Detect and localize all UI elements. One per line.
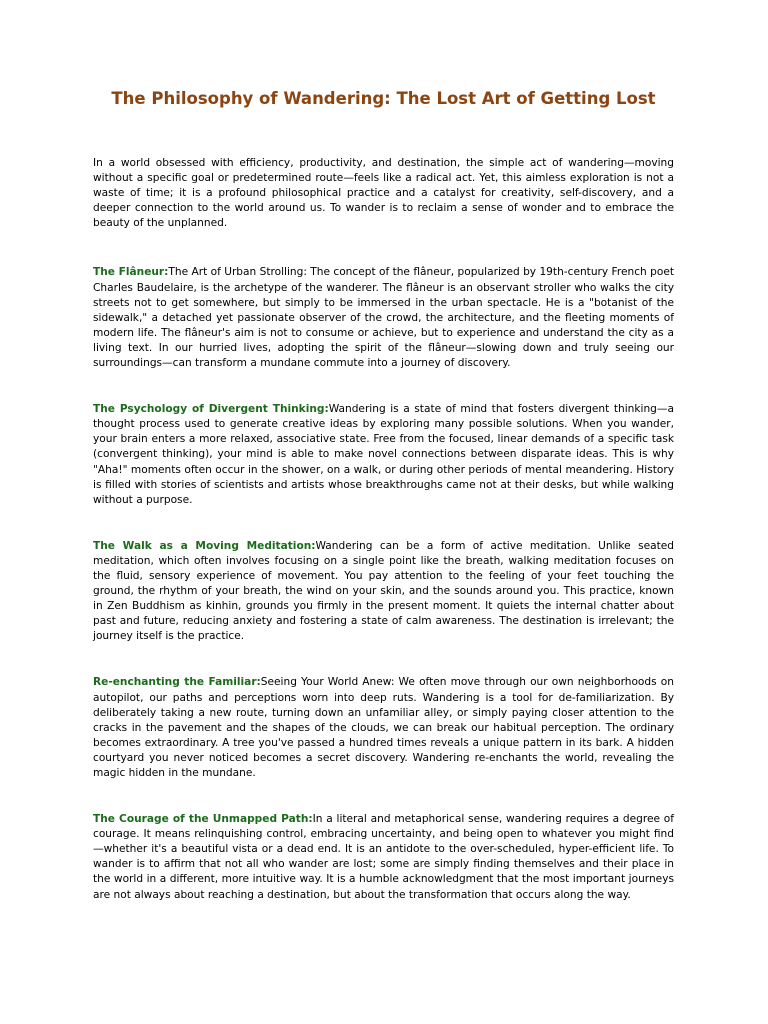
intro-paragraph: In a world obsessed with efficiency, productivity, and destination, the simple act of wandering—moving without a specific goal or predetermined route—feels like a radical act. Yet, this aimless exploration is not a waste of time; it is a profound philosophical practice and a catalyst for creativity, self-discovery, and a deeper connection to the world around us. To wander is to reclaim a sense of wonder and to embrace the beauty of the unplanned. (93, 157, 674, 230)
section-moving-meditation (93, 539, 674, 645)
section-divergent-thinking (93, 402, 674, 508)
section-heading: The Walk as a Moving Meditation: (93, 539, 316, 552)
section-flaneur (93, 265, 674, 371)
section-unmapped-path (93, 812, 674, 903)
section-heading: The Flâneur: (93, 266, 169, 279)
document-page (93, 88, 674, 934)
section-re-enchanting (93, 675, 674, 781)
section-heading: The Psychology of Divergent Thinking: (93, 403, 329, 416)
section-body: Seeing Your World Anew: We often move through our own neighborhoods on autopilot, our paths and perceptions worn into deep ruts. Wandering is a tool for de-familiarization. By deliberately taking a new route, turning down an unfamiliar alley, or simply paying closer attention to the cracks in the pavement and the shapes of the clouds, we can break our habitual perception. The ordinary becomes extraordinary. A tree you've passed a hundred times reveals a unique pattern in its bark. A hidden courtyard you never noticed becomes a secret discovery. Wandering re-enchants the world, revealing the magic hidden in the mundane. (93, 676, 674, 779)
section-body: In a literal and metaphorical sense, wandering requires a degree of courage. It means relinquishing control, embracing uncertainty, and being open to whatever you might find—whether it's a beautiful vista or a dead end. It is an antidote to the over-scheduled, hyper-efficient life. To wander is to affirm that not all who wander are lost; some are simply finding themselves and their place in the world in a different, more intuitive way. It is a humble acknowledgment that the most important journeys are not always about reaching a destination, but about the transformation that occurs along the way. (93, 813, 674, 901)
section-body: The Art of Urban Strolling: The concept of the flâneur, popularized by 19th-century French poet Charles Baudelaire, is the archetype of the wanderer. The flâneur is an observant stroller who walks the city streets not to get somewhere, but simply to be immersed in the urban spectacle. He is a "botanist of the sidewalk," a detached yet passionate observer of the crowd, the architecture, and the fleeting moments of modern life. The flâneur's aim is not to consume or achieve, but to experience and understand the city as a living text. In our hurried lives, adopting the spirit of the flâneur—slowing down and truly seeing our surroundings—can transform a mundane commute into a journey of discovery. (93, 266, 674, 370)
section-heading: Re-enchanting the Familiar: (93, 676, 261, 689)
section-body: Wandering can be a form of active meditation. Unlike seated meditation, which often involves focusing on a single point like the breath, walking meditation focuses on the fluid, sensory experience of movement. You pay attention to the feeling of your feet touching the ground, the rhythm of your breath, the wind on your skin, and the sounds around you. This practice, known in Zen Buddhism as kinhin, grounds you firmly in the present moment. It quiets the internal chatter about past and future, reducing anxiety and fostering a state of calm awareness. The destination is irrelevant; the journey itself is the practice. (93, 539, 674, 643)
document-title: The Philosophy of Wandering: The Lost Art of Getting Lost (111, 89, 656, 108)
section-heading: The Courage of the Unmapped Path: (93, 813, 313, 826)
section-body: Wandering is a state of mind that fosters divergent thinking—a thought process used to generate creative ideas by exploring many possible solutions. When you wander, your brain enters a more relaxed, associative state. Free from the focused, linear demands of a specific task (convergent thinking), your mind is able to make novel connections between disparate ideas. This is why "Aha!" moments often occur in the shower, on a walk, or during other periods of mental meandering. History is filled with stories of scientists and artists whose breakthroughs came not at their desks, but while walking without a purpose. (93, 403, 674, 506)
